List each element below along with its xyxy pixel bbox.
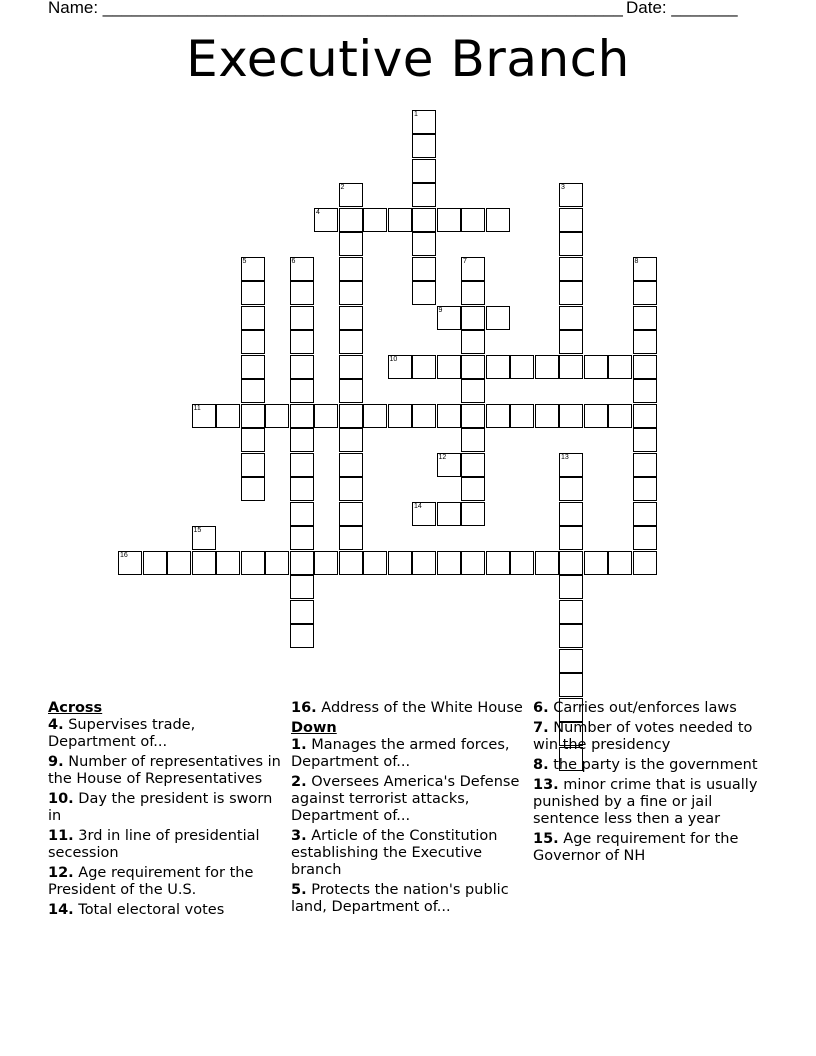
grid-cell[interactable] xyxy=(559,404,583,428)
grid-cell[interactable] xyxy=(363,404,387,428)
clue-down-6 xyxy=(533,700,773,717)
grid-cell[interactable] xyxy=(388,404,412,428)
grid-cell[interactable] xyxy=(339,257,363,281)
grid-cell[interactable] xyxy=(461,428,485,452)
grid-cell[interactable] xyxy=(559,281,583,305)
grid-cell[interactable] xyxy=(461,453,485,477)
grid-cell[interactable] xyxy=(412,134,436,158)
grid-cell[interactable] xyxy=(559,502,583,526)
grid-cell[interactable] xyxy=(241,453,265,477)
grid-cell[interactable] xyxy=(437,306,461,330)
clue-across-10 xyxy=(48,791,286,825)
grid-cell[interactable] xyxy=(314,404,338,428)
grid-cell[interactable] xyxy=(608,551,632,575)
grid-cell[interactable] xyxy=(559,624,583,648)
grid-cell[interactable] xyxy=(290,477,314,501)
clue-across-14 xyxy=(48,902,286,919)
clue-number: 2. xyxy=(291,774,307,790)
grid-cell[interactable] xyxy=(461,306,485,330)
grid-cell[interactable] xyxy=(241,551,265,575)
grid-cell[interactable] xyxy=(461,551,485,575)
grid-cell[interactable] xyxy=(633,526,657,550)
clues-column-2 xyxy=(291,700,525,919)
grid-cell[interactable] xyxy=(412,183,436,207)
grid-cell[interactable] xyxy=(339,281,363,305)
clues-column-1 xyxy=(48,700,286,922)
clue-text: Oversees America's Defense against terrorist attacks, Department of... xyxy=(291,774,520,824)
grid-cell[interactable] xyxy=(241,306,265,330)
clue-number: 11. xyxy=(48,828,74,844)
clue-number: 6. xyxy=(533,700,549,716)
grid-cell[interactable] xyxy=(486,355,510,379)
grid-cell[interactable] xyxy=(412,110,436,134)
grid-cell[interactable] xyxy=(339,526,363,550)
grid-cell[interactable] xyxy=(339,232,363,256)
grid-cell[interactable] xyxy=(339,428,363,452)
grid-cell[interactable] xyxy=(339,355,363,379)
cell-number: 1 xyxy=(414,110,418,118)
grid-cell[interactable] xyxy=(339,306,363,330)
cell-number: 8 xyxy=(634,257,639,265)
grid-cell[interactable] xyxy=(314,551,338,575)
cell-number: 15 xyxy=(193,527,202,534)
clue-number: 4. xyxy=(48,717,64,733)
clue-across-11 xyxy=(48,828,286,862)
grid-cell[interactable] xyxy=(143,551,167,575)
grid-cell[interactable] xyxy=(216,404,240,428)
grid-cell[interactable] xyxy=(339,208,363,232)
grid-cell[interactable] xyxy=(559,232,583,256)
grid-cell[interactable] xyxy=(290,453,314,477)
down-heading: Down xyxy=(291,720,337,736)
grid-cell[interactable] xyxy=(192,404,216,428)
clue-number: 3. xyxy=(291,828,307,844)
grid-cell[interactable] xyxy=(314,208,338,232)
grid-cell[interactable] xyxy=(584,404,608,428)
clues-column-3 xyxy=(533,700,773,868)
grid-cell[interactable] xyxy=(633,502,657,526)
grid-cell[interactable] xyxy=(633,453,657,477)
clue-text: Manages the armed forces, Department of... xyxy=(291,737,510,770)
grid-cell[interactable] xyxy=(412,404,436,428)
clue-number: 13. xyxy=(533,777,559,793)
grid-cell[interactable] xyxy=(412,232,436,256)
grid-cell[interactable] xyxy=(633,428,657,452)
grid-cell[interactable] xyxy=(461,379,485,403)
grid-cell[interactable] xyxy=(559,330,583,354)
cell-number: 3 xyxy=(561,184,565,191)
clue-text: Carries out/enforces laws xyxy=(553,700,737,716)
grid-cell[interactable] xyxy=(461,477,485,501)
grid-cell[interactable] xyxy=(559,600,583,624)
grid-cell[interactable] xyxy=(486,404,510,428)
grid-cell[interactable] xyxy=(633,404,657,428)
grid-cell[interactable] xyxy=(412,257,436,281)
cell-number: 13 xyxy=(561,453,569,461)
clue-down-15 xyxy=(533,831,773,865)
cell-number: 14 xyxy=(414,502,422,510)
clue-down-1 xyxy=(291,737,525,771)
grid-cell[interactable] xyxy=(437,453,461,477)
clue-down-3 xyxy=(291,828,525,879)
puzzle-title: Executive Branch xyxy=(186,30,630,88)
grid-cell[interactable] xyxy=(535,404,559,428)
clue-down-5 xyxy=(291,882,525,916)
grid-cell[interactable] xyxy=(339,183,363,207)
grid-cell[interactable] xyxy=(633,355,657,379)
clue-across-16 xyxy=(291,700,525,717)
grid-cell[interactable] xyxy=(461,208,485,232)
clue-text: the party is the government xyxy=(553,757,758,773)
cell-number: 10 xyxy=(389,355,398,363)
grid-cell[interactable] xyxy=(633,330,657,354)
grid-cell[interactable] xyxy=(461,330,485,354)
grid-cell[interactable] xyxy=(241,477,265,501)
clue-text: 3rd in line of presidential secession xyxy=(48,828,260,861)
grid-cell[interactable] xyxy=(437,551,461,575)
grid-cell[interactable] xyxy=(388,208,412,232)
grid-cell[interactable] xyxy=(633,551,657,575)
grid-cell[interactable] xyxy=(290,526,314,550)
cell-number: 9 xyxy=(438,306,443,314)
grid-cell[interactable] xyxy=(339,551,363,575)
grid-cell[interactable] xyxy=(486,306,510,330)
grid-cell[interactable] xyxy=(559,673,583,697)
grid-cell[interactable] xyxy=(437,208,461,232)
grid-cell[interactable] xyxy=(363,208,387,232)
grid-cell[interactable] xyxy=(412,159,436,183)
grid-cell[interactable] xyxy=(461,404,485,428)
grid-cell[interactable] xyxy=(461,281,485,305)
grid-cell[interactable] xyxy=(241,330,265,354)
grid-cell[interactable] xyxy=(290,306,314,330)
clue-text: Article of the Constitution establishing the Executive branch xyxy=(291,828,498,878)
clue-text: Number of representatives in the House of Representatives xyxy=(48,754,281,787)
grid-cell[interactable] xyxy=(412,502,436,526)
grid-cell[interactable] xyxy=(412,281,436,305)
clue-text: minor crime that is usually punished by a fine or jail sentence less then a year xyxy=(533,777,758,827)
grid-cell[interactable] xyxy=(437,355,461,379)
grid-cell[interactable] xyxy=(241,428,265,452)
clue-across-9 xyxy=(48,754,286,788)
grid-cell[interactable] xyxy=(559,453,583,477)
grid-cell[interactable] xyxy=(559,477,583,501)
cell-number: 11 xyxy=(193,404,201,412)
grid-cell[interactable] xyxy=(290,257,314,281)
clue-text: Age requirement for the President of the U.S. xyxy=(48,865,254,898)
grid-cell[interactable] xyxy=(412,355,436,379)
grid-cell[interactable] xyxy=(363,551,387,575)
grid-cell[interactable] xyxy=(290,379,314,403)
date-field[interactable]: Date: _______ xyxy=(626,0,738,17)
clue-number: 5. xyxy=(291,882,307,898)
grid-cell[interactable] xyxy=(510,404,534,428)
grid-cell[interactable] xyxy=(486,208,510,232)
grid-cell[interactable] xyxy=(510,355,534,379)
clue-text: Total electoral votes xyxy=(78,902,225,918)
grid-cell[interactable] xyxy=(290,428,314,452)
grid-cell[interactable] xyxy=(339,404,363,428)
clue-text: Number of votes needed to win the presidency xyxy=(533,720,753,753)
cell-number: 7 xyxy=(463,257,467,265)
clue-number: 1. xyxy=(291,737,307,753)
grid-cell[interactable] xyxy=(290,551,314,575)
grid-cell[interactable] xyxy=(559,208,583,232)
grid-cell[interactable] xyxy=(633,281,657,305)
clue-number: 12. xyxy=(48,865,74,881)
name-field[interactable]: Name: _______________________________________________________ xyxy=(48,0,623,17)
grid-cell[interactable] xyxy=(559,257,583,281)
grid-cell[interactable] xyxy=(265,404,289,428)
grid-cell[interactable] xyxy=(216,551,240,575)
grid-cell[interactable] xyxy=(412,551,436,575)
grid-cell[interactable] xyxy=(339,379,363,403)
cell-number: 4 xyxy=(316,208,320,216)
grid-cell[interactable] xyxy=(265,551,289,575)
grid-cell[interactable] xyxy=(290,600,314,624)
cell-number: 5 xyxy=(242,257,247,265)
clue-number: 16. xyxy=(291,700,317,716)
grid-cell[interactable] xyxy=(339,330,363,354)
grid-cell[interactable] xyxy=(167,551,191,575)
grid-cell[interactable] xyxy=(241,257,265,281)
grid-cell[interactable] xyxy=(559,526,583,550)
grid-cell[interactable] xyxy=(290,575,314,599)
grid-cell[interactable] xyxy=(486,551,510,575)
grid-cell[interactable] xyxy=(608,404,632,428)
grid-cell[interactable] xyxy=(241,355,265,379)
clue-text: Age requirement for the Governor of NH xyxy=(533,831,739,864)
grid-cell[interactable] xyxy=(339,502,363,526)
grid-cell[interactable] xyxy=(584,355,608,379)
grid-cell[interactable] xyxy=(192,526,216,550)
grid-cell[interactable] xyxy=(118,551,142,575)
grid-cell[interactable] xyxy=(633,477,657,501)
clue-number: 7. xyxy=(533,720,549,736)
cell-number: 6 xyxy=(291,257,296,265)
clue-number: 14. xyxy=(48,902,74,918)
grid-cell[interactable] xyxy=(290,502,314,526)
clue-down-8 xyxy=(533,757,773,774)
cell-number: 12 xyxy=(438,453,447,461)
grid-cell[interactable] xyxy=(388,551,412,575)
clue-number: 9. xyxy=(48,754,64,770)
grid-cell[interactable] xyxy=(339,477,363,501)
clue-number: 10. xyxy=(48,791,74,807)
grid-cell[interactable] xyxy=(241,281,265,305)
clue-text: Day the president is sworn in xyxy=(48,791,273,824)
clue-text: Protects the nation's public land, Department of... xyxy=(291,882,509,915)
grid-cell[interactable] xyxy=(559,575,583,599)
clue-down-13 xyxy=(533,777,773,828)
clue-down-2 xyxy=(291,774,525,825)
grid-cell[interactable] xyxy=(241,404,265,428)
grid-cell[interactable] xyxy=(192,551,216,575)
grid-cell[interactable] xyxy=(559,355,583,379)
grid-cell[interactable] xyxy=(290,404,314,428)
grid-cell[interactable] xyxy=(510,551,534,575)
grid-cell[interactable] xyxy=(584,551,608,575)
grid-cell[interactable] xyxy=(461,502,485,526)
clue-down-7 xyxy=(533,720,773,754)
grid-cell[interactable] xyxy=(633,379,657,403)
grid-cell[interactable] xyxy=(437,502,461,526)
grid-cell[interactable] xyxy=(608,355,632,379)
grid-cell[interactable] xyxy=(290,281,314,305)
grid-cell[interactable] xyxy=(388,355,412,379)
grid-cell[interactable] xyxy=(559,306,583,330)
grid-cell[interactable] xyxy=(461,257,485,281)
grid-cell[interactable] xyxy=(535,551,559,575)
cell-number: 16 xyxy=(120,551,128,559)
grid-cell[interactable] xyxy=(412,208,436,232)
clue-number: 15. xyxy=(533,831,559,847)
grid-cell[interactable] xyxy=(633,306,657,330)
grid-cell[interactable] xyxy=(633,257,657,281)
across-heading: Across xyxy=(48,700,103,716)
grid-cell[interactable] xyxy=(559,551,583,575)
grid-cell[interactable] xyxy=(290,330,314,354)
clue-across-12 xyxy=(48,865,286,899)
cell-number: 2 xyxy=(340,184,345,191)
clue-number: 8. xyxy=(533,757,549,773)
grid-cell[interactable] xyxy=(290,624,314,648)
clue-text: Supervises trade, Department of... xyxy=(48,717,196,750)
grid-cell[interactable] xyxy=(559,649,583,673)
grid-cell[interactable] xyxy=(339,453,363,477)
grid-cell[interactable] xyxy=(290,355,314,379)
grid-cell[interactable] xyxy=(461,355,485,379)
grid-cell[interactable] xyxy=(559,183,583,207)
grid-cell[interactable] xyxy=(437,404,461,428)
grid-cell[interactable] xyxy=(535,355,559,379)
clue-across-4 xyxy=(48,717,286,751)
clue-text: Address of the White House xyxy=(321,700,523,716)
grid-cell[interactable] xyxy=(241,379,265,403)
